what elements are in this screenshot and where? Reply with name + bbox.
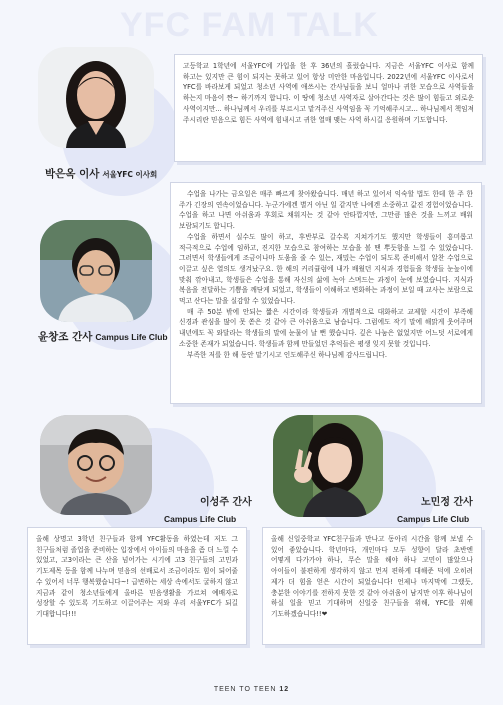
watermark-title: YFC FAM TALK (120, 6, 379, 44)
testimony-text: 수업을 하면서 실수도 많이 하고, 후반부로 갈수록 지쳐가기도 했지만 학생들이 흥미롭고 적극적으로 수업에 임하고, 진지한 모습으로 참여하는 모습을 볼 땐 뿌듯함을 느낄 수 있었습니다. 그러면서 학생들에게 조금이나마 도움을 줄 수 있는, 재밌는 수업이 되도록 준비해서 알찬 수업으로 이끌고 싶은 열의도 생겨났구요. 한 해의 커리큘럼에 내가 배웠던 지식과 경험들을 학생들 눈높이에 맞춰 깎아내고, 학생들은 수업을 통해 자신의 삶에 녹아 스며드는 과정이 눈에 보였습니다. 지식과 복음을 전달하는 기쁨을 깨닫게 되었고, 학생들이 이해하고 변화하는 과정이 보일 때 교사는 보람으로 먹고 산다는 말을 실감할 수 있었습니다. (179, 232, 473, 306)
person-org (164, 507, 236, 526)
profile-photo (273, 415, 383, 517)
person-org (397, 507, 469, 526)
testimony-text: 고등학교 1학년에 서울YFC에 가입을 한 후 36년의 흘렀습니다. 지금은 서울YFC 이사로 함께 하고는 있지만 큰 힘이 되지는 못하고 있어 항상 미안한 마음입니다. 2022년에 서울YFC 이사로서 YFC를 바라보게 되었고 청소년 사역에 애쓰시는 간사님들을 보니 얼마나 귀한 모습으로 사역들을 하는지 마음이 짠~ 하기까지 합니다. 이 땅에 청소년 사역자로 살아간다는 것은 많이 힘들고 외로운 사역이지만... 하나님께서 우리를 부르시고 맡겨주신 사역임을 꼭 기억해주시고... 하나님께서 책임져 주시리란 믿음으로 힘든 사역에 힘내시고 귀한 열매 맺는 사역 하시길 응원하며 기도합니다. (183, 62, 474, 124)
testimony-box (170, 182, 482, 404)
testimony-box (174, 54, 483, 162)
testimony-text: 올해 상명고 3학년 친구들과 함께 YFC활동을 하였는데 저도 그 친구들처럼 졸업을 준비하는 입장에서 아이들의 마음을 좀 더 느낄 수 있었고, 고3이라는 큰 산을 넘어가는 시기에 고3 친구들의 고민과 기도제목 등을 함께 나누며 믿음의 선배로서 조금이라도 힘이 되어줄 수 있어서 너무 행복했습니다~! 급변하는 세상 속에서도 굴하지 않고 지금과 같이 청소년들에게 올바른 믿음생활을 가르쳐 예배자로 성장할 수 있도록 기도하고 이끌어주는 저와 우리 서울YFC가 되길 기대합니다!!! (36, 535, 238, 618)
person-name (200, 493, 252, 508)
profile-photo (40, 415, 152, 515)
testimony-text: 부족한 저를 한 해 동안 맡기시고 인도해주신 하나님께 감사드립니다. (187, 350, 388, 359)
person-name (421, 493, 473, 508)
testimony-text: 매 주 50분 밖에 안되는 짧은 시간이라 학생들과 개별적으로 대화하고 교제할 시간이 부족해 신경과 관심을 많이 못 쏟은 것 같아 큰 아쉬움으로 남습니다. 그럼에도 작기 말에 해맑게 웃어주며 내년에도 꼭 와달라는 학생들의 말에 눈물이 날 뻔 했습니다. 깊은 나눔은 없었지만 어느덧 서로에게 소중한 존재가 되었습니다. 학생들과 함께 만들었던 추억들은 평생 잊지 못할 것입니다. (179, 307, 473, 348)
testimony-box (27, 527, 247, 645)
testimony-box (262, 527, 482, 645)
testimony-text: 올해 신일중학교 YFC친구들과 만나고 동아리 시간을 함께 보낼 수 있어 좋았습니다. 학년마다, 개인마다 모두 성향이 달라 초반엔 어떻게 다가가야 하나, 무슨 말을 해야 하나 고민이 많았으나 아이들이 불편하게 생각하지 않고 먼저 편하게 대해준 덕에 오히려 제가 더 힘을 얻은 시간이 되었습니다! 언제나 마지막에 그랬듯, 충분한 이야기를 전하지 못한 것 같아 아쉬움이 남지만 이후 하나님이 하실 일을 믿고 기대하며 신일중 친구들을 위해, YFC를 위해 기도하겠습니다!!❤ (271, 535, 473, 618)
org-text: Campus Life Club (397, 514, 470, 524)
footer-label: TEEN TO TEEN (213, 686, 277, 693)
testimony-text: 수업을 나가는 금요일은 매주 빠르게 찾아왔습니다. 매년 하고 있어서 익숙할 법도 한데 한 주 한 주가 긴장의 연속이었습니다. 누군가에겐 별거 아닌 일 같지만 나에겐 소중하고 값진 경험이었습니다. 수업을 하고 나면 아쉬움과 후회로 채워지는 것 같아 안타깝지만, 그만큼 많은 것을 느끼고 배워 보람되기도 합니다. (179, 190, 473, 231)
page-number: 12 (279, 686, 290, 693)
name-text: 윤창조 간사 (38, 331, 93, 343)
name-text: 박은옥 이사 (45, 168, 100, 180)
person-name (45, 162, 157, 181)
org-text: 서울YFC 이사회 (102, 170, 158, 179)
org-text: Campus Life Club (164, 514, 237, 524)
profile-photo (40, 220, 152, 322)
person-name (38, 325, 168, 344)
org-text: Campus Life Club (95, 332, 168, 342)
profile-photo (38, 47, 154, 148)
name-text: 이성주 간사 (200, 497, 252, 508)
page-footer (0, 686, 503, 693)
name-text: 노민정 간사 (421, 497, 473, 508)
